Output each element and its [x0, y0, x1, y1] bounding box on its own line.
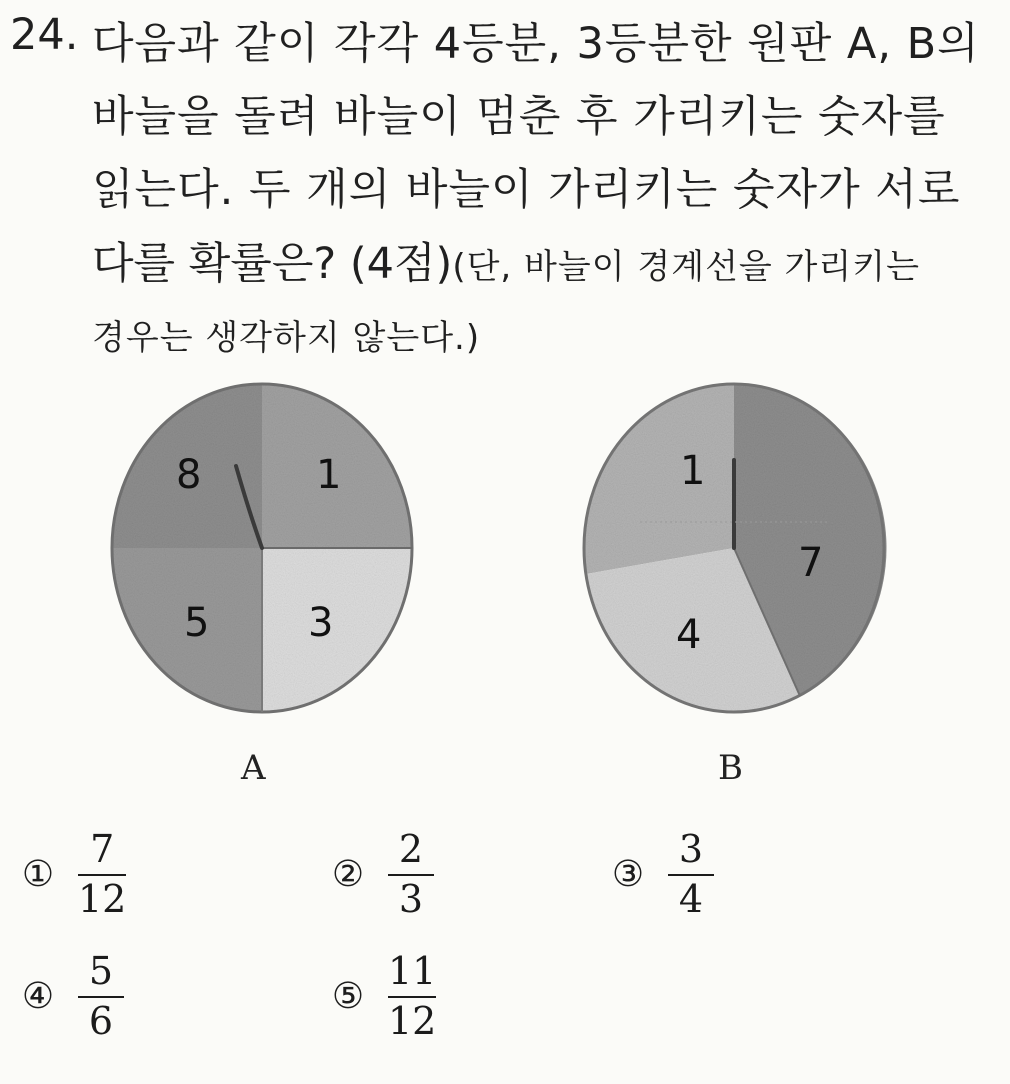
choice-4-fraction — [78, 949, 124, 1043]
question-line-4 — [92, 230, 920, 291]
choice-3-numerator: 3 — [678, 827, 704, 871]
disk-b-sector-label: 4 — [676, 612, 702, 658]
question-number: 24. — [10, 10, 79, 60]
choice-4-denominator: 6 — [88, 998, 114, 1043]
disk-a-label: A — [241, 748, 266, 788]
choice-5-mark: ⑤ — [331, 976, 365, 1018]
spinner-diagram — [0, 370, 1010, 750]
choice-1-denominator: 12 — [78, 876, 127, 921]
choice-2[interactable] — [326, 827, 434, 921]
question-line-5: 경우는 생각하지 않는다.) — [92, 318, 481, 358]
choice-3-denominator: 4 — [678, 876, 704, 921]
choice-1[interactable] — [16, 827, 127, 921]
choice-1-fraction — [78, 827, 127, 921]
disk-a-sector-bottom-right — [262, 548, 412, 712]
question-line-3: 읽는다. 두 개의 바늘이 가리키는 숫자가 서로 — [92, 165, 961, 215]
disk-b-label: B — [718, 748, 743, 788]
fraction-bar — [668, 874, 714, 876]
answer-choices — [0, 827, 1010, 1080]
spinner-figure — [0, 370, 1010, 810]
choice-4-mark: ④ — [21, 976, 55, 1018]
fraction-bar — [388, 874, 434, 876]
choice-2-fraction — [388, 827, 434, 921]
question-line-1: 다음과 같이 각각 4등분, 3등분한 원판 A, B의 — [92, 19, 980, 69]
choice-5-numerator: 11 — [388, 949, 437, 993]
choice-2-mark: ② — [331, 854, 365, 896]
fraction-bar — [78, 996, 124, 998]
choice-3-fraction — [668, 827, 714, 921]
disk-a-sector-label: 5 — [184, 600, 210, 646]
fraction-bar — [388, 996, 436, 998]
disk-b-sector-top-left — [584, 384, 734, 574]
disk-a-sector-label: 8 — [176, 452, 202, 498]
choice-4[interactable] — [16, 949, 124, 1043]
choice-1-numerator: 7 — [90, 827, 115, 871]
choice-2-numerator: 2 — [398, 827, 424, 871]
choice-1-mark: ① — [21, 854, 55, 896]
choice-2-denominator: 3 — [398, 876, 424, 921]
choice-5-denominator: 12 — [388, 998, 437, 1043]
choice-5[interactable] — [326, 949, 437, 1043]
disk-b-sector-label: 1 — [680, 448, 706, 494]
question-line-4-note: (단, 바늘이 경계선을 가리키는 — [452, 247, 920, 287]
choice-3[interactable] — [606, 827, 714, 921]
question-line-4-main: 다를 확률은? (4점) — [92, 239, 453, 289]
question-line-2: 바늘을 돌려 바늘이 멈춘 후 가리키는 숫자를 — [92, 92, 946, 142]
choice-5-fraction — [388, 949, 437, 1043]
choice-4-numerator: 5 — [88, 949, 114, 993]
disk-b-sector-label: 7 — [798, 540, 824, 586]
disk-a-sector-label: 3 — [308, 600, 334, 646]
choice-3-mark: ③ — [611, 854, 645, 896]
disk-a-sector-label: 1 — [316, 452, 342, 498]
fraction-bar — [78, 874, 126, 876]
